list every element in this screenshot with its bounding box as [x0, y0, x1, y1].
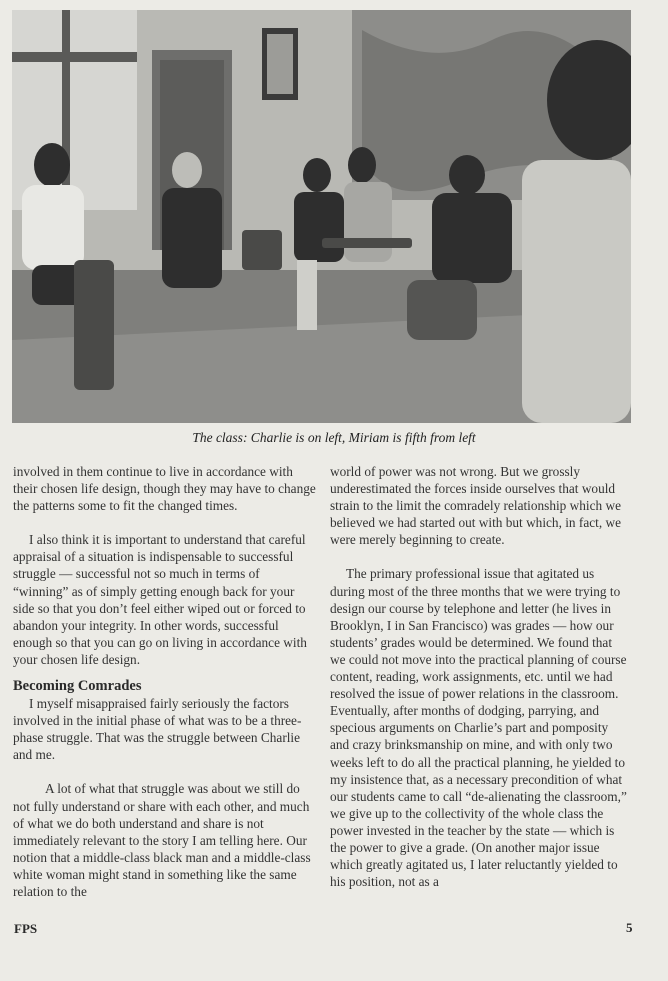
right-column	[330, 463, 630, 890]
section-heading: Becoming Comrades	[13, 678, 142, 695]
classroom-photo	[12, 10, 631, 423]
photo-caption: The class: Charlie is on left, Miriam is fifth from left	[192, 430, 476, 445]
paragraph: involved in them continue to live in accordance with their chosen life design, though they may have to change the patterns some to fit the changed times.	[13, 464, 316, 514]
paragraph: world of power was not wrong. But we grossly underestimated the forces inside ourselves that would strain to the limit the comradely relationship which we believed we had started out with but which, in fact, we were merely beginning to create.	[330, 464, 621, 548]
paragraph: A lot of what that struggle was about we still do not fully understand or share with each other, and much of what we do both understand and share is not immediately relevant to the story I am telling here. Our notion that a middle-class black man and a middle-class white woman might stand in something like the same relation to the	[13, 781, 311, 899]
paragraph: I myself misappraised fairly seriously the factors involved in the initial phase of what was to be a three-phase struggle. That was the struggle between Charlie and me.	[13, 696, 302, 763]
paragraph: The primary professional issue that agitated us during most of the three months that we were trying to design our course by telephone and letter (he lives in Brooklyn, I in San Francisco) was grades — how our students’ grades would be determined. We found that we could not move into the practical planning of course content, reading, work assignments, etc. until we had resolved the issue of power relations in the classroom. Eventually, after months of dodging, parrying, and specious arguments on Charlie’s part and pomposity and crazy brinksmanship on mine, and with only two weeks left to do all the practical planning, he yielded to my insistence that, as a necessary precondition of what our students came to call “de-alienating the classroom,” we give up to the collectivity of the whole class the power invested in the teacher by the state — which is the power to give a grade. (On another major issue which greatly agitated us, I later reluctantly yielded to his position, not as a	[330, 566, 627, 890]
paragraph: I also think it is important to understand that careful appraisal of a situation is indispensable to successful struggle — successful not so much in terms of “winning” as of simply getting enough back for your side so that you don’t feel either wiped out or forced to abandon your integrity. In other words, successful enough so that you can go on living in accordance with your chosen life design.	[13, 532, 307, 667]
page-number: 5	[626, 920, 633, 935]
classroom-photo-drawing	[12, 10, 631, 423]
footer-publication-label: FPS	[14, 921, 38, 936]
left-column	[13, 463, 317, 900]
